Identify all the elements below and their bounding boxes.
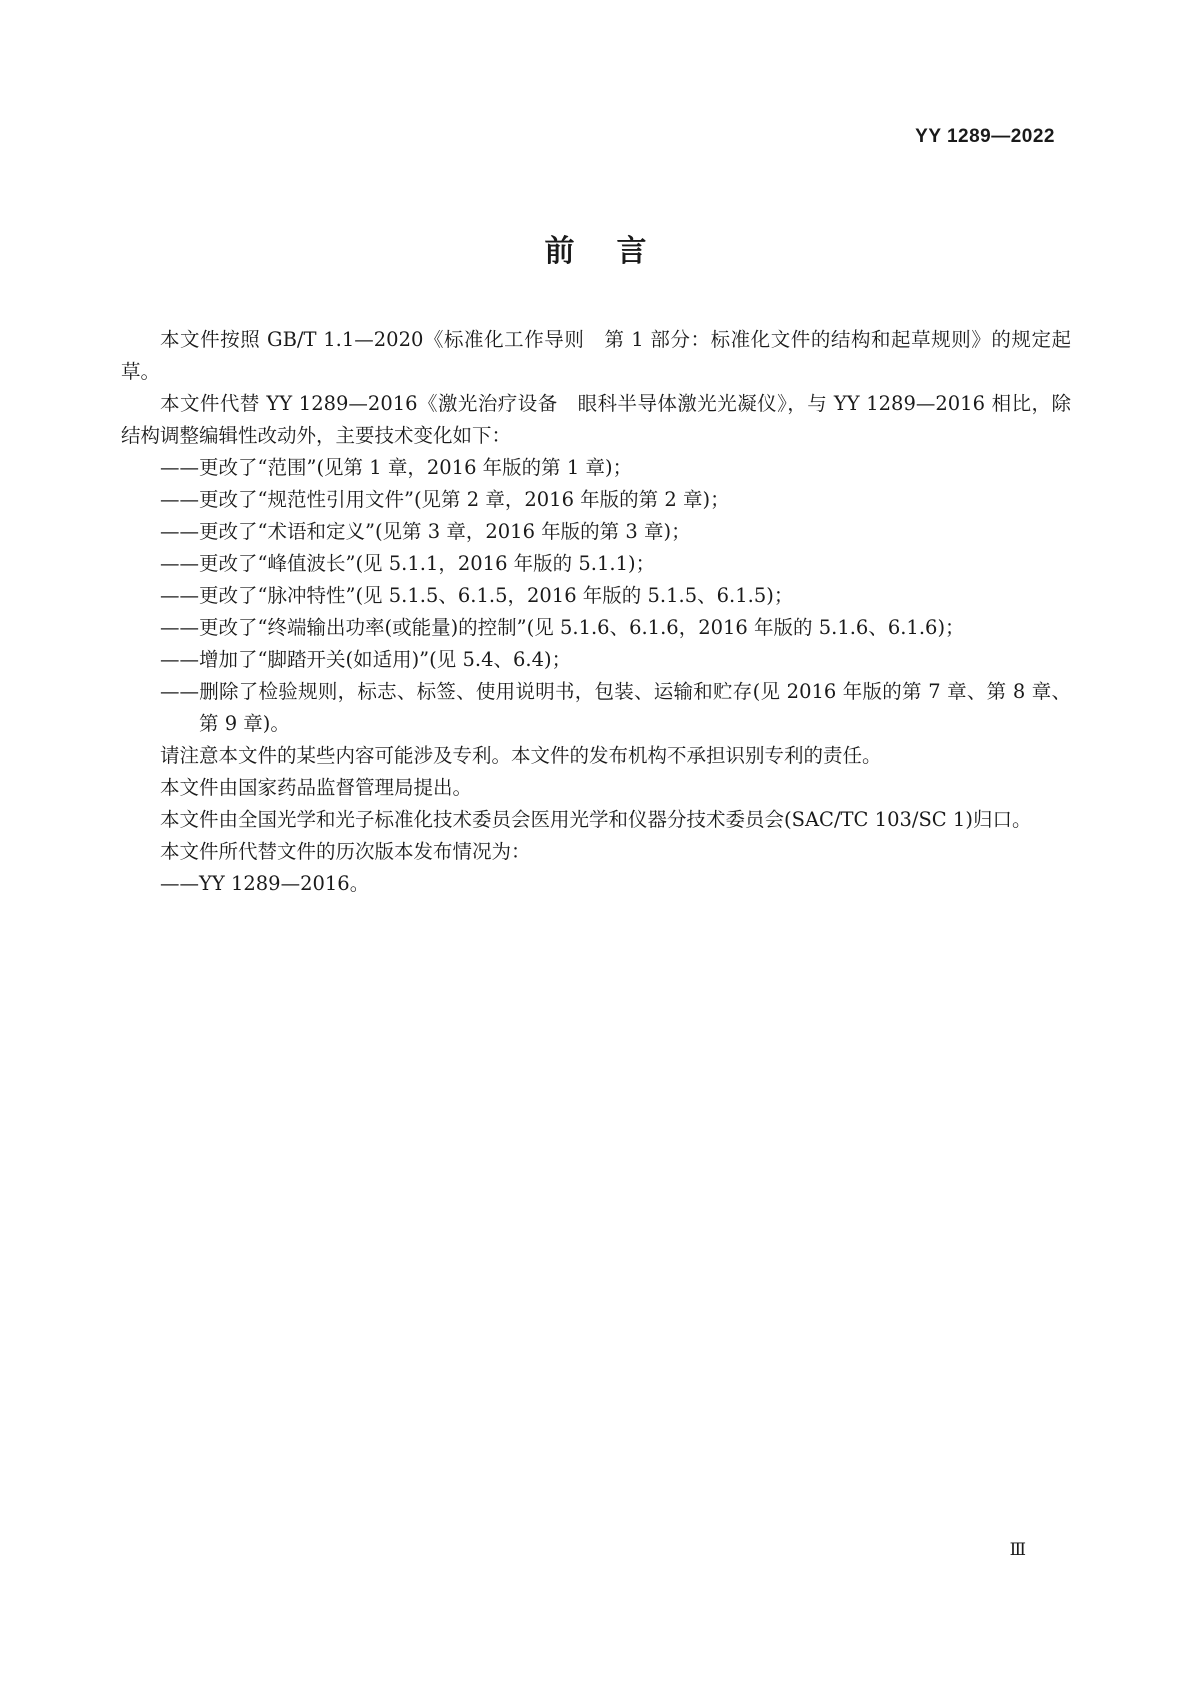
change-item: ——更改了“终端输出功率(或能量)的控制”(见 5.1.6、6.1.6，2016 年版的 5.1.6、6.1.6)； bbox=[160, 616, 965, 639]
paragraph-history-intro: 本文件所代替文件的历次版本发布情况为： bbox=[160, 840, 531, 863]
history-item: ——YY 1289—2016。 bbox=[160, 872, 370, 895]
change-item: ——更改了“脉冲特性”(见 5.1.5、6.1.5，2016 年版的 5.1.5、6.1.5)； bbox=[160, 584, 794, 607]
change-item: ——更改了“规范性引用文件”(见第 2 章，2016 年版的第 2 章)； bbox=[160, 488, 730, 511]
paragraph-replacement: 本文件代替 YY 1289—2016《激光治疗设备 眼科半导体激光光凝仪》，与 YY 1289—2016 相比，除结构调整编辑性改动外，主要技术变化如下： bbox=[121, 392, 1071, 447]
paragraph-patent-notice: 请注意本文件的某些内容可能涉及专利。本文件的发布机构不承担识别专利的责任。 bbox=[160, 744, 882, 767]
paragraph-administrator: 本文件由全国光学和光子标准化技术委员会医用光学和仪器分技术委员会(SAC/TC 103/SC 1)归口。 bbox=[160, 808, 1032, 831]
change-item: ——更改了“范围”(见第 1 章，2016 年版的第 1 章)； bbox=[160, 456, 633, 479]
change-item: ——更改了“术语和定义”(见第 3 章，2016 年版的第 3 章)； bbox=[160, 520, 691, 543]
standard-code: YY 1289—2022 bbox=[915, 126, 1055, 147]
change-item: ——更改了“峰值波长”(见 5.1.1，2016 年版的 5.1.1)； bbox=[160, 552, 656, 575]
page-title: 前言 bbox=[544, 234, 689, 269]
change-item: ——删除了检验规则，标志、标签、使用说明书，包装、运输和贮存(见 2016 年版的第 7 章、第 8 章、第 9 章)。 bbox=[160, 680, 1071, 735]
change-item: ——增加了“脚踏开关(如适用)”(见 5.4、6.4)； bbox=[160, 648, 572, 671]
page-number: Ⅲ bbox=[1009, 1540, 1026, 1559]
foreword-body bbox=[121, 324, 1071, 900]
paragraph-proposer: 本文件由国家药品监督管理局提出。 bbox=[160, 776, 473, 799]
paragraph-drafting-basis: 本文件按照 GB/T 1.1—2020《标准化工作导则 第 1 部分：标准化文件的结构和起草规则》的规定起草。 bbox=[121, 328, 1071, 383]
